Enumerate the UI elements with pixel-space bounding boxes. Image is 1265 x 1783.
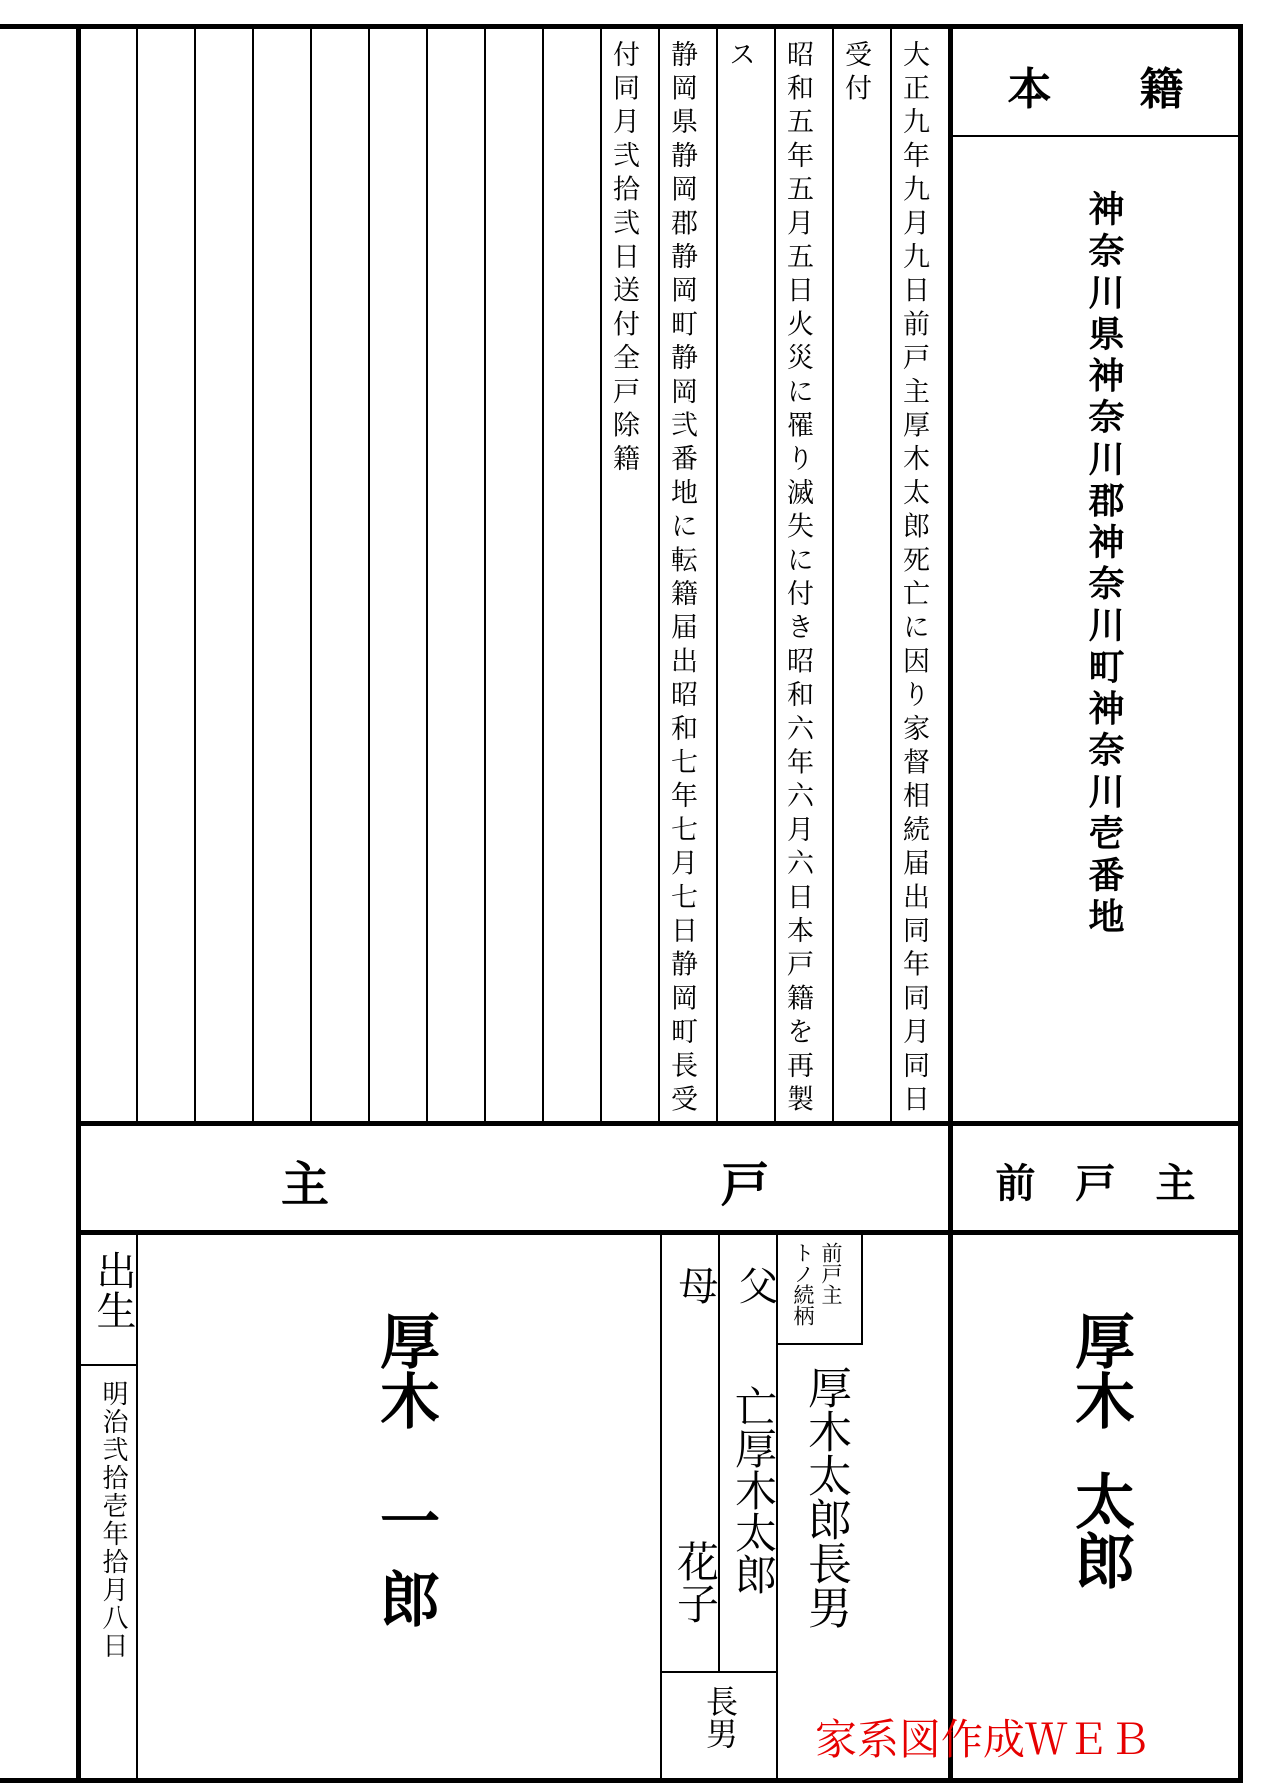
head-given-name: 一郎 xyxy=(370,1490,440,1646)
mother-value: 花子 xyxy=(671,1540,720,1624)
honseki-header: 本 籍 xyxy=(1007,64,1184,115)
relation-label-1: 前戸主 xyxy=(819,1242,843,1305)
father-label: 父 xyxy=(732,1265,778,1305)
jiko-entry-2: 受付 xyxy=(840,40,871,108)
former-head-given-name: 太郎 xyxy=(1065,1470,1135,1590)
head-family-name: 厚木 xyxy=(370,1310,440,1430)
jiko-entry-3: 昭和五年五月五日火災に罹り滅失に付き昭和六年六月六日本戸籍を再製 xyxy=(782,40,813,1119)
birth-date: 明治弐拾壱年拾月八日 xyxy=(98,1380,128,1660)
jiko-entry-4: ス xyxy=(724,40,755,74)
watermark: 家系図作成ＷＥＢ xyxy=(815,1715,1152,1764)
relation-label-2: トノ続柄 xyxy=(791,1242,815,1326)
child-order: 長男 xyxy=(701,1685,739,1749)
birth-label: 出生 xyxy=(90,1250,136,1330)
honseki-address: 神奈川県神奈川郡神奈川町神奈川壱番地 xyxy=(1083,190,1125,939)
former-head-family-name: 厚木 xyxy=(1065,1310,1135,1430)
father-value: 亡厚木太郎 xyxy=(729,1385,778,1595)
jiko-entry-5: 静岡県静岡郡静岡町静岡弐番地に転籍届出昭和七年七月七日静岡町長受 xyxy=(666,40,697,1119)
head-header-left: 主 xyxy=(280,1156,329,1213)
head-header-right: 戸 xyxy=(720,1156,769,1213)
relation-value: 厚木太郎長男 xyxy=(800,1365,851,1629)
jiko-entry-6: 付同月弐拾弐日送付全戸除籍 xyxy=(608,40,639,479)
jiko-entry-1: 大正九年九月九日前戸主厚木太郎死亡に因り家督相続届出同年同月同日 xyxy=(898,40,929,1119)
mother-label: 母 xyxy=(672,1265,718,1305)
former-head-header: 前 戸 主 xyxy=(995,1159,1196,1207)
